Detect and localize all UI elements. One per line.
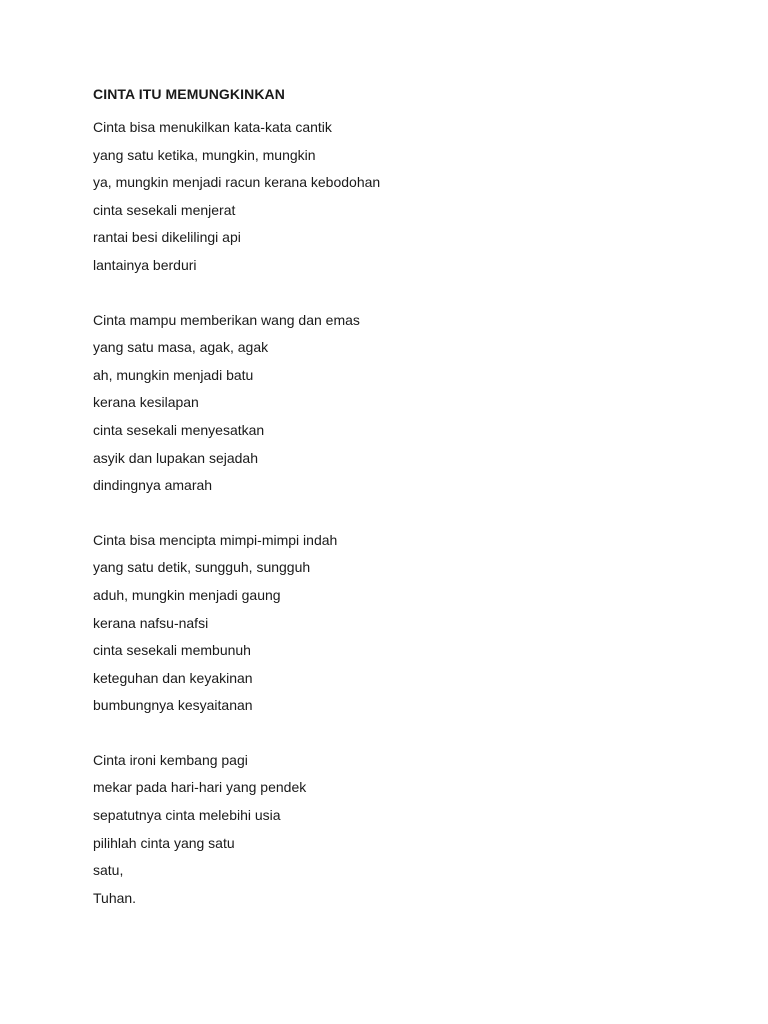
stanza-2	[93, 307, 733, 500]
poem-line: Cinta bisa menukilkan kata-kata cantik	[93, 119, 332, 135]
poem-line: lantainya berduri	[93, 256, 197, 273]
poem-line: Cinta ironi kembang pagi	[93, 751, 248, 768]
stanza-3	[93, 527, 733, 720]
poem-line: asyik dan lupakan sejadah	[93, 449, 259, 466]
document-page	[93, 84, 733, 939]
poem-line: cinta sesekali menyesatkan	[93, 421, 265, 438]
poem-line: satu,	[93, 862, 124, 879]
poem-line: ah, mungkin menjadi batu	[93, 366, 254, 383]
poem-line: Tuhan.	[93, 889, 137, 906]
poem-line: kerana nafsu-nafsi	[93, 614, 209, 631]
poem-line: Cinta mampu memberikan wang dan emas	[93, 311, 360, 328]
poem-line: sepatutnya cinta melebihi usia	[93, 807, 281, 824]
poem-title: CINTA ITU MEMUNGKINKAN	[93, 86, 285, 102]
poem-line: cinta sesekali menjerat	[93, 201, 236, 218]
poem-line: pilihlah cinta yang satu	[93, 834, 235, 851]
poem-line: mekar pada hari-hari yang pendek	[93, 779, 307, 796]
poem-line: rantai besi dikelilingi api	[93, 229, 241, 246]
poem-line: dindingnya amarah	[93, 477, 213, 494]
poem-line: cinta sesekali membunuh	[93, 642, 251, 659]
poem-line: ya, mungkin menjadi racun kerana kebodohan	[93, 174, 381, 191]
poem-line: keteguhan dan keyakinan	[93, 669, 253, 686]
poem-line: kerana kesilapan	[93, 394, 199, 411]
poem-line: Cinta bisa mencipta mimpi-mimpi indah	[93, 531, 338, 548]
poem-line: yang satu detik, sungguh, sungguh	[93, 559, 311, 576]
poem-line: aduh, mungkin menjadi gaung	[93, 586, 281, 603]
stanza-4	[93, 747, 733, 913]
poem-line: yang satu masa, agak, agak	[93, 339, 269, 356]
poem-line: bumbungnya kesyaitanan	[93, 697, 253, 714]
poem-line: yang satu ketika, mungkin, mungkin	[93, 146, 316, 163]
stanza-1	[93, 114, 733, 280]
